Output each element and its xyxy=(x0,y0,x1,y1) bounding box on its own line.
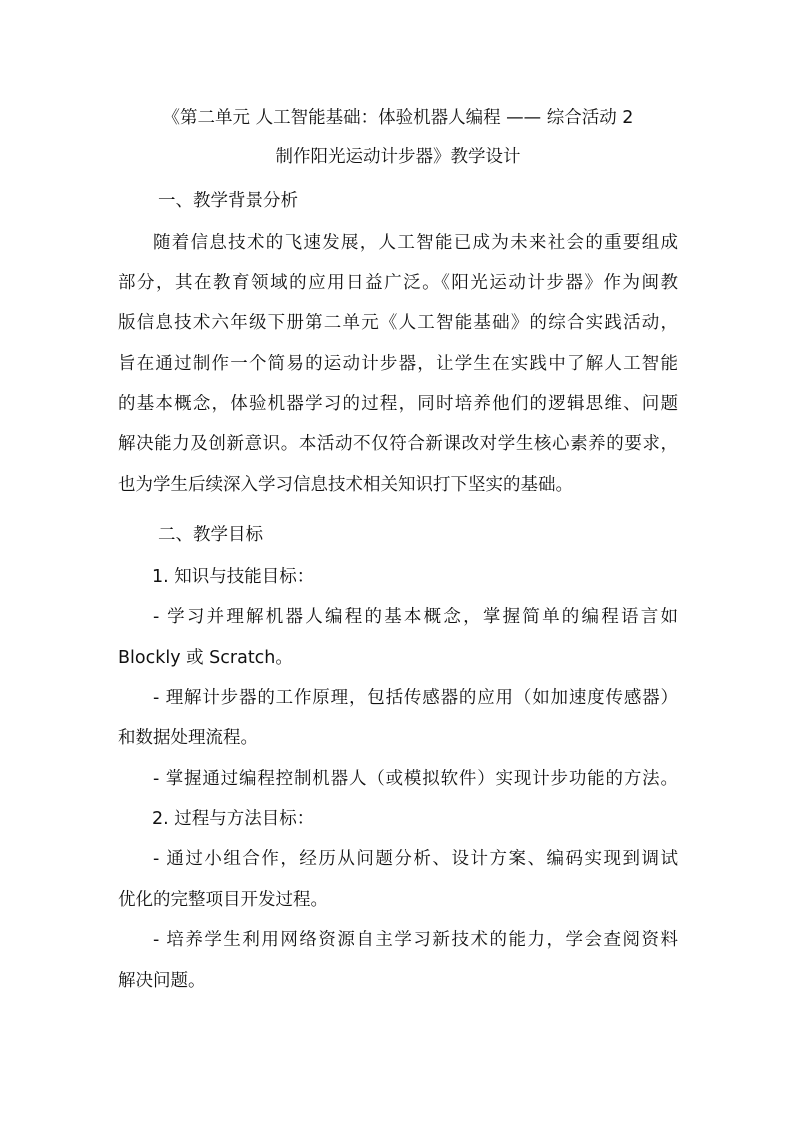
document-title-line-1: 《第二单元 人工智能基础：体验机器人编程 —— 综合活动 2 xyxy=(162,108,634,128)
paragraph-line: 部分，其在教育领域的应用日益广泛。《阳光运动计步器》作为闽教 xyxy=(118,273,678,293)
document-title-line-2: 制作阳光运动计步器》教学设计 xyxy=(275,147,521,167)
list-item-line: Blockly 或 Scratch。 xyxy=(118,648,293,668)
paragraph-line: 的基本概念，体验机器学习的过程，同时培养他们的逻辑思维、问题 xyxy=(118,394,678,414)
list-item-line: 优化的完整项目开发过程。 xyxy=(118,890,328,910)
paragraph-line: 版信息技术六年级下册第二单元《人工智能基础》的综合实践活动， xyxy=(118,313,678,333)
list-item-line: - 通过小组合作，经历从问题分析、设计方案、编码实现到调试 xyxy=(153,849,678,869)
section-1-heading: 一、教学背景分析 xyxy=(158,191,298,211)
paragraph-line: 随着信息技术的飞速发展，人工智能已成为未来社会的重要组成 xyxy=(153,233,678,253)
list-item-line: - 掌握通过编程控制机器人（或模拟软件）实现计步功能的方法。 xyxy=(153,769,678,789)
list-item-line: - 培养学生利用网络资源自主学习新技术的能力，学会查阅资料 xyxy=(153,930,678,950)
list-item-line: 和数据处理流程。 xyxy=(118,728,258,748)
section-2-heading: 二、教学目标 xyxy=(158,525,263,545)
list-item-line: - 理解计步器的工作原理，包括传感器的应用（如加速度传感器） xyxy=(153,688,678,708)
paragraph-line: 旨在通过制作一个简易的运动计步器，让学生在实践中了解人工智能 xyxy=(118,354,678,374)
list-item-line: - 学习并理解机器人编程的基本概念，掌握简单的编程语言如 xyxy=(153,607,678,627)
paragraph-line: 解决能力及创新意识。本活动不仅符合新课改对学生核心素养的要求， xyxy=(118,434,678,454)
subsection-1-heading: 1. 知识与技能目标： xyxy=(152,567,315,587)
paragraph-line: 也为学生后续深入学习信息技术相关知识打下坚实的基础。 xyxy=(118,475,573,495)
subsection-2-heading: 2. 过程与方法目标： xyxy=(152,809,315,829)
list-item-line: 解决问题。 xyxy=(118,971,206,991)
